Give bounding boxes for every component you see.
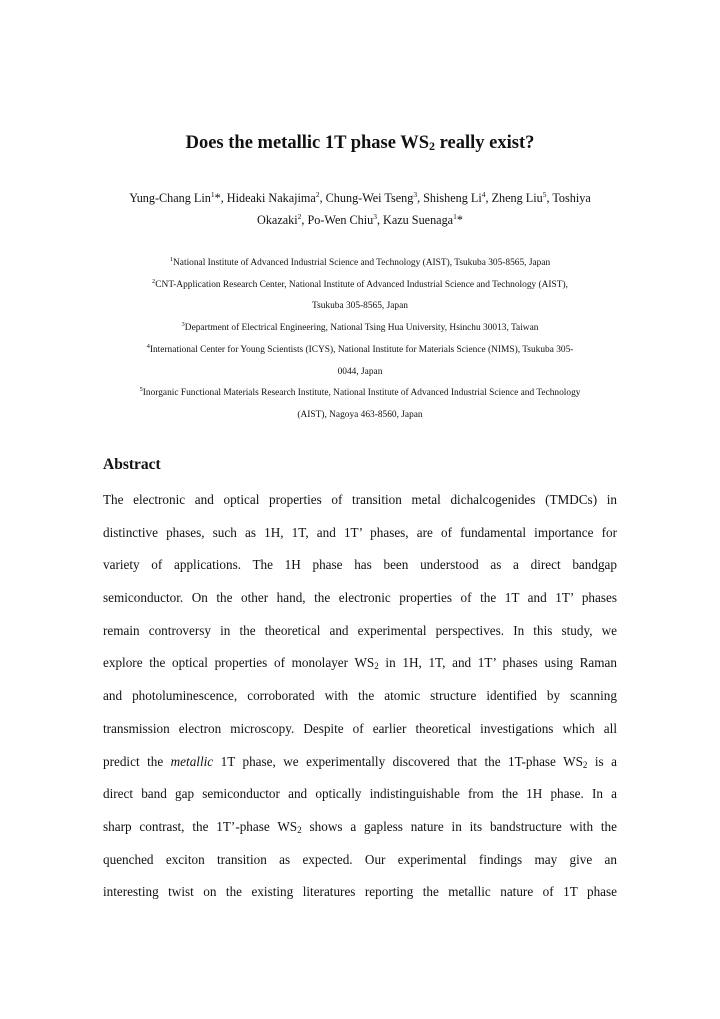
author-line-2 <box>100 210 620 232</box>
affiliation-line <box>100 340 620 362</box>
author-affiliation-mark: 1 <box>210 190 215 199</box>
affiliation-list <box>100 253 620 427</box>
affiliation-line <box>100 318 620 340</box>
abstract-line: semiconductor. On the other hand, the electronic properties of the 1T and 1T’ phases <box>103 590 617 606</box>
affiliation-text: 0044, Japan <box>337 366 383 377</box>
affiliation-number: 4 <box>146 342 150 350</box>
author-affiliation-mark: 2 <box>297 211 302 221</box>
author-separator: , <box>417 191 424 205</box>
abstract-line: transmission electron microscopy. Despite of earlier theoretical investigations which all <box>103 720 617 736</box>
author-separator: , <box>301 212 308 227</box>
author-separator: * <box>456 212 463 227</box>
author-name: Okazaki <box>257 212 298 227</box>
abstract-heading: Abstract <box>103 456 161 473</box>
affiliation-text: Tsukuba 305-8565, Japan <box>312 301 408 312</box>
abstract-line: distinctive phases, such as 1H, 1T, and 1T’ phases, are of fundamental importance for <box>103 524 617 540</box>
affiliation-number: 3 <box>181 321 185 329</box>
abstract-line: interesting twist on the existing literatures reporting the metallic nature of 1T phase <box>103 884 617 900</box>
affiliation-line <box>100 383 620 405</box>
abstract-line: predict the metallic 1T phase, we experimentally discovered that the 1T-phase $WS_2$ is a <box>103 753 617 770</box>
affiliation-text: CNT-Application Research Center, National Institute of Advanced Industrial Science and Technology (AIST), <box>155 279 568 290</box>
affiliation-text: National Institute of Advanced Industrial Science and Technology (AIST), Tsukuba 305-8565, Japan <box>173 258 551 268</box>
author-affiliation-mark: 2 <box>315 190 320 199</box>
abstract-line: sharp contrast, the 1T’-phase $WS_2$ shows a gapless nature in its bandstructure with the <box>103 818 618 835</box>
author-name: Shisheng Li <box>423 191 482 205</box>
paper-title <box>0 131 720 158</box>
title-text-end: really exist? <box>435 133 535 153</box>
affiliation-line <box>100 362 620 384</box>
author-separator: , <box>376 212 384 227</box>
affiliation-line <box>100 253 620 275</box>
abstract-line: explore the optical properties of monolayer $WS_2$ in 1H, 1T, and 1T’ phases using Raman <box>103 655 617 672</box>
title-subscript: 2 <box>429 139 436 153</box>
abstract-line: remain controversy in the theoretical and experimental perspectives. In this study, we <box>103 622 617 638</box>
affiliation-text: Department of Electrical Engineering, National Tsing Hua University, Hsinchu 30013, Taiwan <box>184 323 539 334</box>
abstract-line: direct band gap semiconductor and optically indistinguishable from the 1H phase. In a <box>103 786 617 802</box>
author-separator: , <box>319 191 326 205</box>
abstract-line: variety of applications. The 1H phase has been understood as a direct bandgap <box>103 557 617 573</box>
abstract-line: and photoluminescence, corroborated with the atomic structure identified by scanning <box>103 688 617 704</box>
author-name: Chung-Wei Tseng <box>325 191 414 205</box>
author-name: Hideaki Nakajima <box>226 191 316 205</box>
abstract-line: The electronic and optical properties of transition metal dichalcogenides (TMDCs) in <box>103 492 617 507</box>
affiliation-line <box>100 296 620 318</box>
author-line-1 <box>100 188 620 210</box>
affiliation-text: (AIST), Nagoya 463-8560, Japan <box>297 409 423 420</box>
author-separator: , <box>546 191 553 205</box>
author-affiliation-mark: 3 <box>373 211 377 221</box>
affiliation-text: International Center for Young Scientists (ICYS), National Institute for Materials Science (NIMS), Tsukuba 305- <box>149 344 574 355</box>
author-separator: , <box>485 191 492 205</box>
author-name: Yung-Chang Lin <box>129 191 211 205</box>
author-affiliation-mark: 3 <box>413 190 418 199</box>
author-name: Kazu Suenaga <box>383 212 454 227</box>
affiliation-number: 2 <box>152 277 156 285</box>
affiliation-line <box>100 405 620 427</box>
author-list <box>100 188 620 231</box>
abstract-body <box>103 484 617 909</box>
author-name: Toshiya <box>552 191 591 205</box>
author-separator: *, <box>214 191 227 205</box>
author-affiliation-mark: 5 <box>542 190 547 199</box>
affiliation-number: 1 <box>169 256 174 263</box>
affiliation-text: Inorganic Functional Materials Research Institute, National Institute of Advanced Industrial Science and Technology <box>142 388 581 399</box>
author-affiliation-mark: 4 <box>481 190 486 199</box>
affiliation-line <box>100 275 620 297</box>
abstract-line: quenched exciton transition as expected. Our experimental findings may give an <box>103 851 617 867</box>
title-text: Does the metallic 1T phase WS <box>185 133 430 153</box>
affiliation-number: 5 <box>139 386 143 394</box>
author-affiliation-mark: 1 <box>453 211 457 221</box>
author-name: Zheng Liu <box>491 191 543 205</box>
author-name: Po-Wen Chiu <box>307 212 374 227</box>
